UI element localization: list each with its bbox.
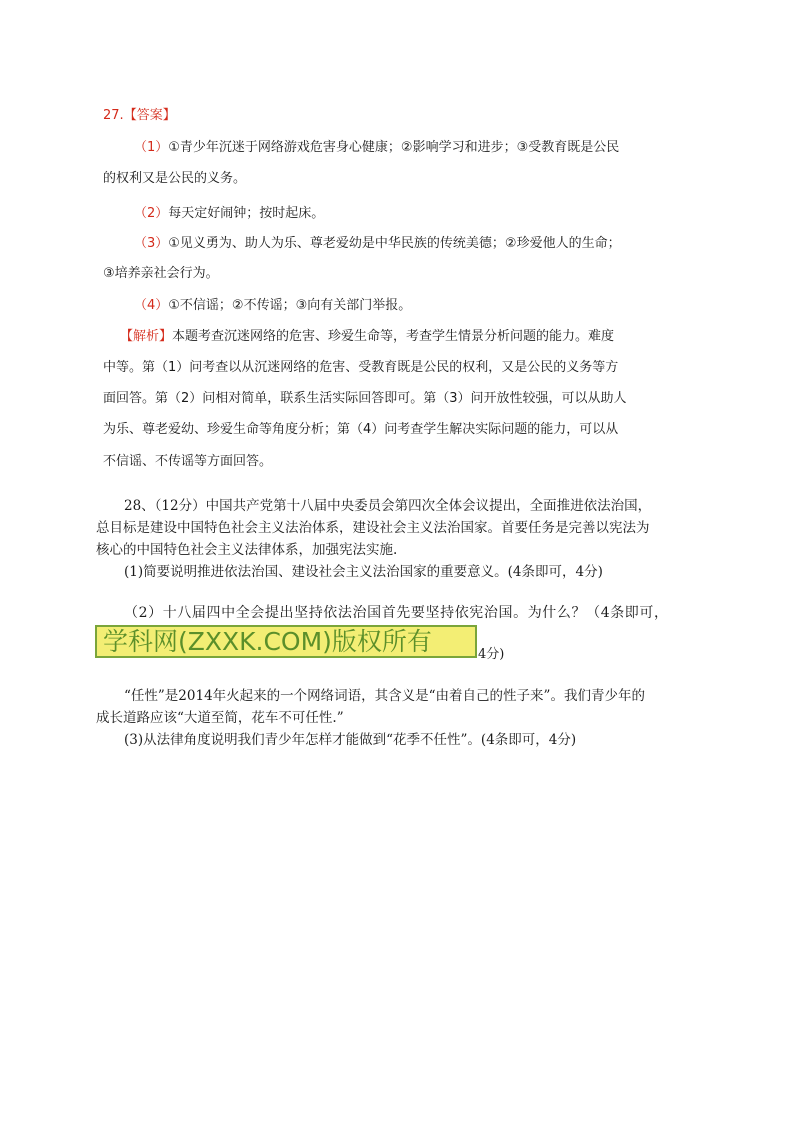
q28-line-1: 28、（12分）中国共产党第十八届中央委员会第四次全体会议提出，全面推进依法治国， bbox=[124, 498, 652, 514]
answer-3-label: （3） bbox=[134, 236, 169, 251]
answer-3 bbox=[134, 235, 621, 253]
q28-sub-question-2-continued: 4分) bbox=[478, 647, 505, 662]
q27-number: 27. bbox=[103, 108, 124, 123]
answer-1-continued: 的权利又是公民的义务。 bbox=[103, 171, 247, 186]
answer-1-label: （1） bbox=[134, 140, 169, 155]
q28-sub-question-3: (3)从法律角度说明我们青少年怎样才能做到“花季不任性”。(4条即可，4分) bbox=[124, 732, 577, 748]
analysis-line-1 bbox=[120, 328, 614, 346]
q28-line-2: 总目标是建设中国特色社会主义法治体系，建设社会主义法治国家。首要任务是完善以宪法为 bbox=[96, 520, 650, 536]
answer-4 bbox=[134, 297, 411, 315]
q28-paragraph-line-2: 成长道路应该“大道至简，花车不可任性.” bbox=[96, 710, 344, 726]
q28-sub-question-2: （2）十八届四中全会提出坚持依法治国首先要坚持依宪治国。为什么？（4条即可， bbox=[124, 605, 669, 621]
answer-2-text: 每天定好闹钟；按时起床。 bbox=[168, 206, 325, 221]
answer-2 bbox=[134, 205, 324, 223]
analysis-text-1: 本题考查沉迷网络的危害、珍爱生命等，考查学生情景分析问题的能力。难度 bbox=[172, 329, 615, 344]
watermark-banner: 学科网(ZXXK.COM)版权所有 bbox=[95, 625, 477, 658]
analysis-line-3: 面回答。第（2）问相对简单，联系生活实际回答即可。第（3）问开放性较强，可以从助人 bbox=[103, 391, 627, 406]
answer-1 bbox=[134, 139, 619, 157]
answer-3-continued: ③培养亲社会行为。 bbox=[103, 266, 219, 281]
answer-1-text: ①青少年沉迷于网络游戏危害身心健康；②影响学习和进步；③受教育既是公民 bbox=[168, 140, 620, 155]
q28-paragraph-line-1: “任性”是2014年火起来的一个网络词语，其含义是“由着自己的性子来”。我们青少年的 bbox=[124, 688, 645, 704]
answer-4-text: ①不信谣；②不传谣；③向有关部门举报。 bbox=[168, 298, 412, 313]
analysis-line-2: 中等。第（1）问考查以从沉迷网络的危害、受教育既是公民的权利，又是公民的义务等方 bbox=[103, 360, 619, 375]
q28-line-3: 核心的中国特色社会主义法律体系，加强宪法实施. bbox=[96, 542, 398, 558]
answer-tag: 【答案】 bbox=[123, 108, 176, 123]
analysis-line-5: 不信谣、不传谣等方面回答。 bbox=[103, 454, 273, 469]
q28-sub-question-1: (1)简要说明推进依法治国、建设社会主义法治国家的重要意义。(4条即可，4分) bbox=[124, 564, 603, 580]
analysis-line-4: 为乐、尊老爱幼、珍爱生命等角度分析；第（4）问考查学生解决实际问题的能力，可以从 bbox=[103, 422, 619, 437]
answer-4-label: （4） bbox=[134, 298, 169, 313]
answer-2-label: （2） bbox=[134, 206, 169, 221]
q27-header bbox=[103, 107, 176, 125]
answer-3-text: ①见义勇为、助人为乐、尊老爱幼是中华民族的传统美德；②珍爱他人的生命； bbox=[168, 236, 621, 251]
analysis-tag: 【解析】 bbox=[120, 329, 173, 344]
